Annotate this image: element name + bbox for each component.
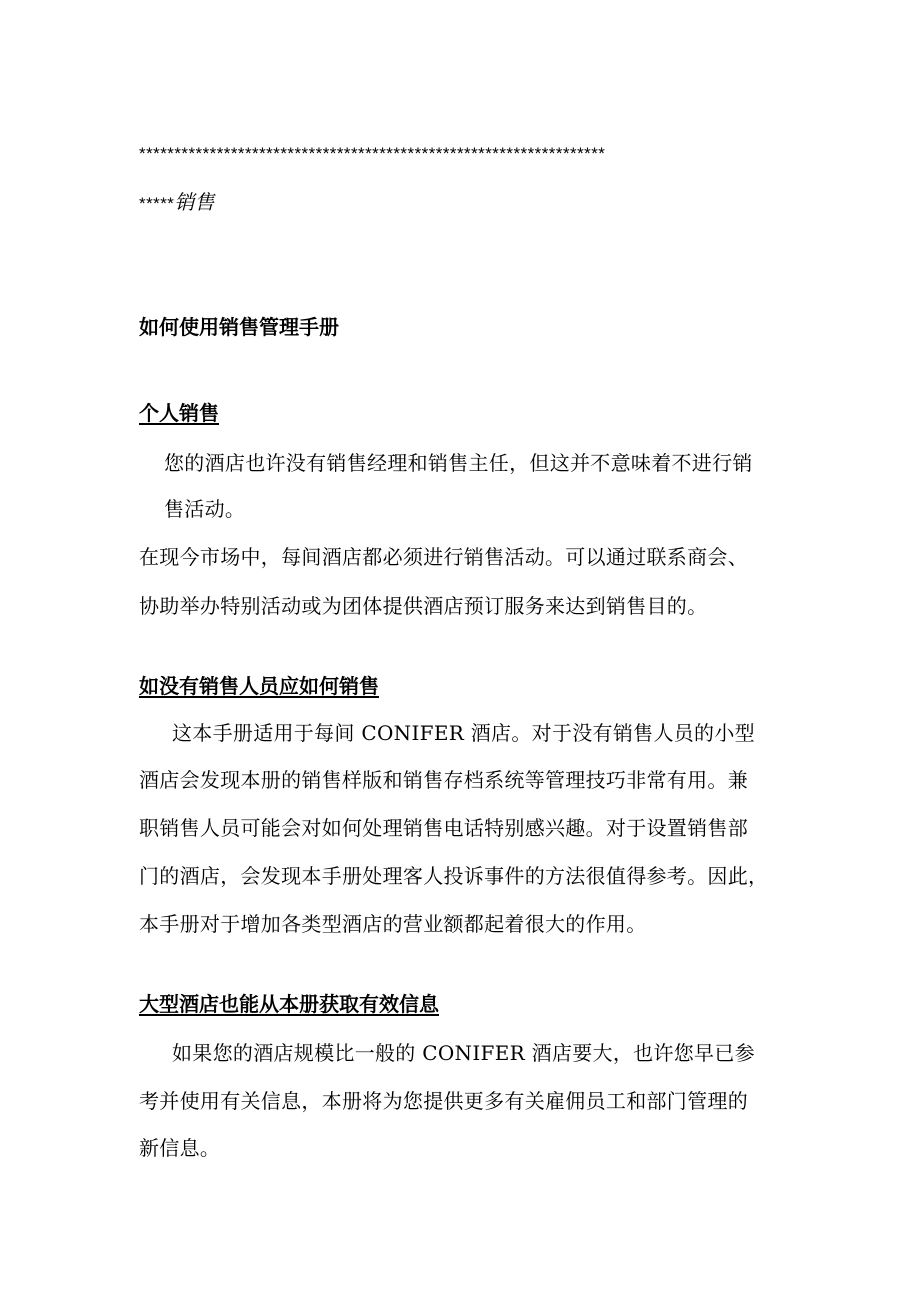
paragraph-line: 您的酒店也许没有销售经理和销售主任，但这并不意味着不进行销 [164,451,753,475]
paragraph-line: 门的酒店，会发现本手册处理客人投诉事件的方法很值得参考。因此， [139,864,769,888]
section-heading-personal-sales: 个人销售 [139,401,219,425]
paragraph-line: 考并使用有关信息，本册将为您提供更多有关雇佣员工和部门管理的 [139,1089,748,1113]
paragraph-line: 职销售人员可能会对如何处理销售电话特别感兴趣。对于设置销售部 [139,816,748,840]
paragraph-line: 酒店会发现本册的销售样版和销售存档系统等管理技巧非常有用。兼 [139,768,748,792]
paragraph-line: 在现今市场中，每间酒店都必须进行销售活动。可以通过联系商会、 [139,545,748,569]
sales-label: 销售 [174,190,215,214]
section-heading-no-sales-staff: 如没有销售人员应如何销售 [139,674,379,698]
paragraph-line: 新信息。 [139,1136,221,1160]
paragraph-line: 如果您的酒店规模比一般的 CONIFER 酒店要大，也许您早已参 [172,1041,755,1065]
paragraph-line: 这本手册适用于每间 CONIFER 酒店。对于没有销售人员的小型 [172,721,755,745]
section-label [139,190,214,216]
paragraph-line: 本手册对于增加各类型酒店的营业额都起着很大的作用。 [139,912,647,936]
separator-stars: ****************************************************************** [139,144,606,163]
page-title: 如何使用销售管理手册 [139,315,339,339]
separator-stars-short: ***** [139,194,175,213]
section-heading-large-hotels: 大型酒店也能从本册获取有效信息 [139,992,439,1016]
paragraph-line: 协助举办特别活动或为团体提供酒店预订服务来达到销售目的。 [139,594,708,618]
paragraph-line: 售活动。 [164,497,246,521]
